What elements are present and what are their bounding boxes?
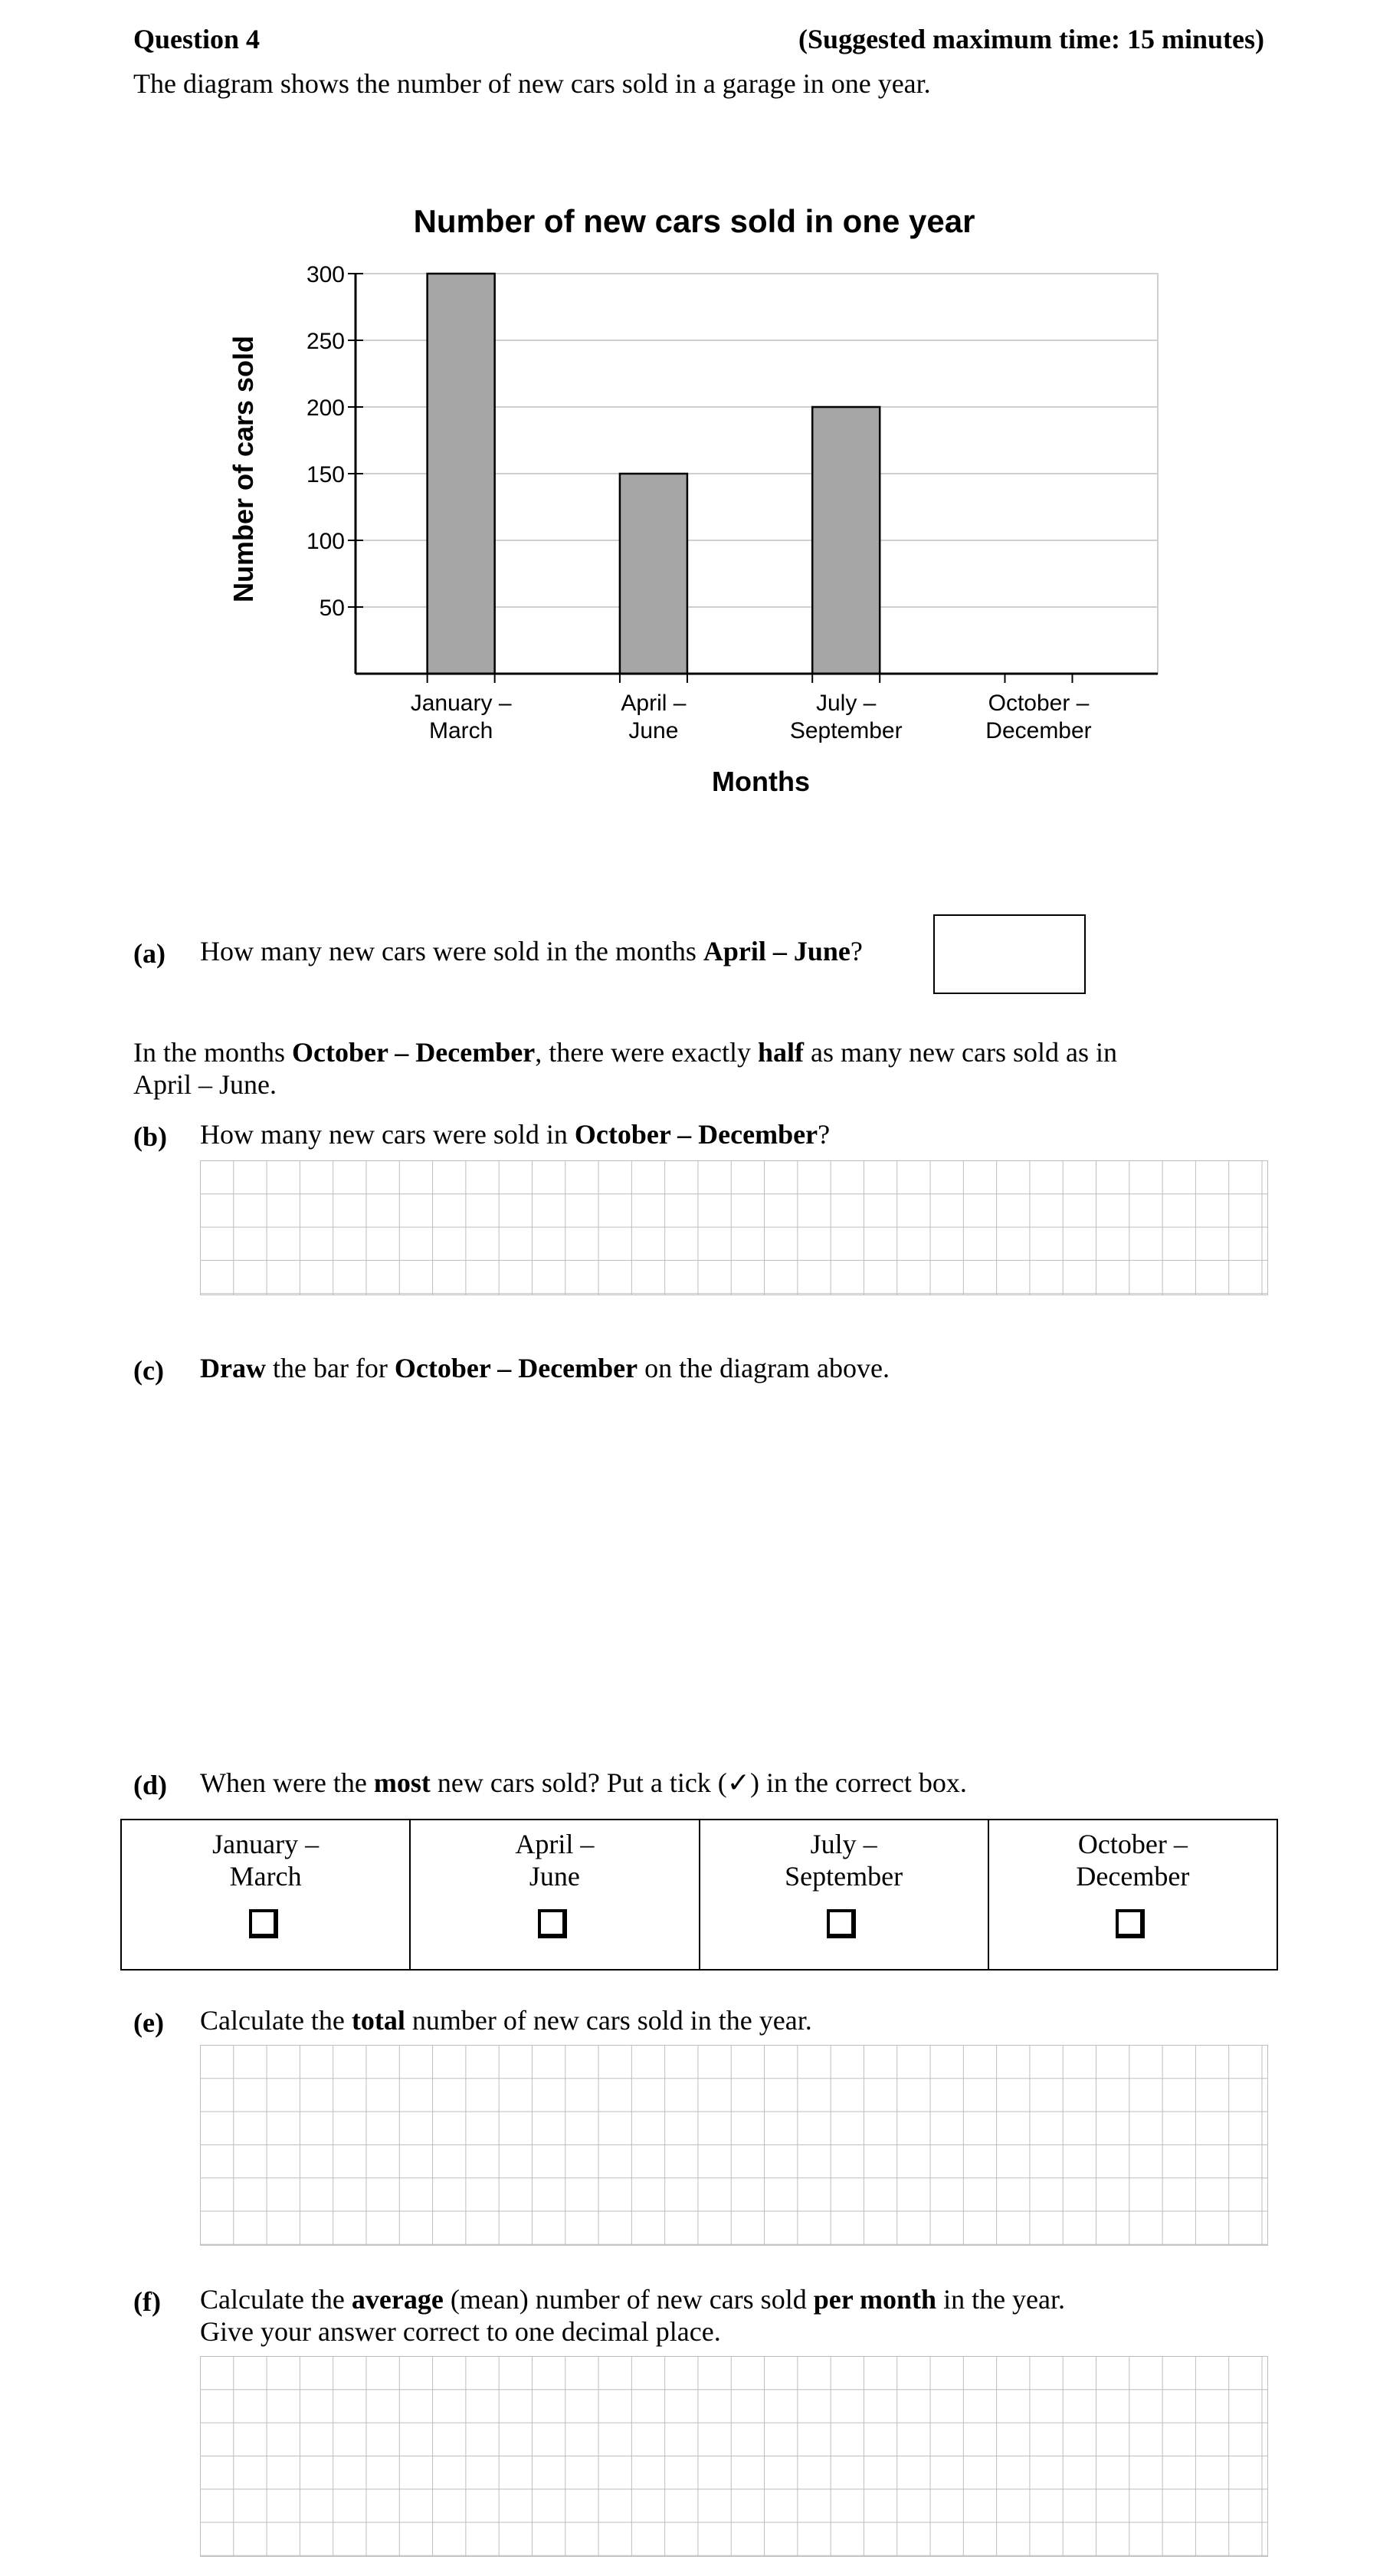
part-a-question xyxy=(200,935,863,967)
part-f-label: (f) xyxy=(133,2286,161,2317)
option-jul-sep xyxy=(700,1820,988,1970)
part-e-question xyxy=(200,2004,812,2036)
part-b-context xyxy=(133,1036,1267,1101)
y-axis-label: Number of cars sold xyxy=(228,335,259,603)
part-b-text-end: ? xyxy=(818,1119,831,1150)
part-f-instruction: Give your answer correct to one decimal place. xyxy=(200,2316,721,2347)
part-d-text: When were the xyxy=(200,1767,374,1798)
option-label-line2: June xyxy=(529,1861,580,1892)
part-d-question xyxy=(200,1767,967,1799)
part-d-bold: most xyxy=(373,1767,431,1798)
context-text-mid: , there were exactly xyxy=(535,1037,759,1068)
y-tick-label: 250 xyxy=(306,329,345,354)
part-a-text-end: ? xyxy=(850,936,863,966)
context-text-end: as many new cars sold as in xyxy=(804,1037,1117,1068)
option-oct-dec xyxy=(988,1820,1277,1970)
x-category-label: October – xyxy=(988,691,1090,716)
x-category-label: January – xyxy=(410,691,512,716)
context-bold-half: half xyxy=(758,1037,805,1068)
part-c-bold-months: October – December xyxy=(394,1353,638,1383)
part-b-bold: October – December xyxy=(574,1119,818,1150)
part-f-text-end: in the year. xyxy=(936,2284,1066,2315)
part-d-label: (d) xyxy=(133,1770,167,1800)
part-c-text: the bar for xyxy=(265,1353,395,1383)
tick-box-oct-dec[interactable] xyxy=(1116,1909,1149,1943)
question-intro: The diagram shows the number of new cars sold in a garage in one year. xyxy=(133,68,931,99)
chart-title: Number of new cars sold in one year xyxy=(413,203,975,239)
option-apr-jun xyxy=(410,1820,699,1970)
question-number: Question 4 xyxy=(133,24,261,54)
part-b-text: How many new cars were sold in xyxy=(200,1119,575,1150)
part-f-working-grid[interactable] xyxy=(200,2356,1268,2557)
part-a-text: How many new cars were sold in the months xyxy=(200,936,703,966)
context-bold-months: October – December xyxy=(291,1037,536,1068)
x-category-label: December xyxy=(985,718,1092,743)
x-category-label: July – xyxy=(816,691,877,716)
part-a-answer-box[interactable] xyxy=(933,914,1086,994)
part-a-label: (a) xyxy=(133,938,166,969)
part-f-bold-per-month: per month xyxy=(813,2284,937,2315)
part-e-text-end: number of new cars sold in the year. xyxy=(405,2005,812,2036)
part-f-text: Calculate the xyxy=(200,2284,352,2315)
y-tick-label: 300 xyxy=(306,262,345,287)
part-d-options-table xyxy=(120,1819,1278,1971)
y-tick-label: 100 xyxy=(306,529,345,554)
part-c-question xyxy=(200,1352,890,1384)
part-c-bold-draw: Draw xyxy=(200,1353,266,1383)
option-label-line1: January – xyxy=(212,1829,320,1859)
tick-box-apr-jun[interactable] xyxy=(538,1909,572,1943)
x-category-label: September xyxy=(789,718,903,743)
option-label-line2: December xyxy=(1076,1861,1190,1892)
part-c-label: (c) xyxy=(133,1355,164,1386)
option-label-line2: March xyxy=(229,1861,302,1892)
part-e-text: Calculate the xyxy=(200,2005,352,2036)
y-tick-label: 50 xyxy=(319,596,345,621)
x-category-label: March xyxy=(428,718,493,743)
option-label-line1: July – xyxy=(810,1829,877,1859)
x-category-label: April – xyxy=(621,691,687,716)
part-d-text-end: new cars sold? Put a tick (✓) in the correct box. xyxy=(430,1767,967,1798)
option-label-line2: September xyxy=(785,1861,903,1892)
part-b-label: (b) xyxy=(133,1121,167,1152)
part-a-bold: April – June xyxy=(703,936,851,966)
part-f-text-mid: (mean) number of new cars sold xyxy=(443,2284,814,2315)
suggested-time: (Suggested maximum time: 15 minutes) xyxy=(798,24,1264,54)
context-text: In the months xyxy=(133,1037,292,1068)
tick-box-jul-sep[interactable] xyxy=(827,1909,860,1943)
bar xyxy=(620,474,687,674)
part-c-text-end: on the diagram above. xyxy=(638,1353,890,1383)
tick-box-jan-mar[interactable] xyxy=(249,1909,283,1943)
bar xyxy=(428,274,495,674)
option-label-line1: October – xyxy=(1077,1829,1188,1859)
bar xyxy=(812,407,880,674)
x-axis-label: Months xyxy=(712,766,810,797)
part-b-working-grid[interactable] xyxy=(200,1160,1268,1295)
part-e-label: (e) xyxy=(133,2007,164,2038)
part-e-bold: total xyxy=(351,2005,405,2036)
part-f-question xyxy=(200,2283,1065,2348)
y-tick-label: 150 xyxy=(306,462,345,487)
bar-chart xyxy=(0,0,1393,828)
part-b-question xyxy=(200,1118,830,1150)
option-label-line1: April – xyxy=(515,1829,595,1859)
context-text-line2: April – June. xyxy=(133,1069,277,1100)
option-jan-mar xyxy=(121,1820,410,1970)
x-category-label: June xyxy=(628,718,679,743)
part-f-bold-average: average xyxy=(351,2284,444,2315)
y-tick-label: 200 xyxy=(306,395,345,421)
part-e-working-grid[interactable] xyxy=(200,2045,1268,2246)
